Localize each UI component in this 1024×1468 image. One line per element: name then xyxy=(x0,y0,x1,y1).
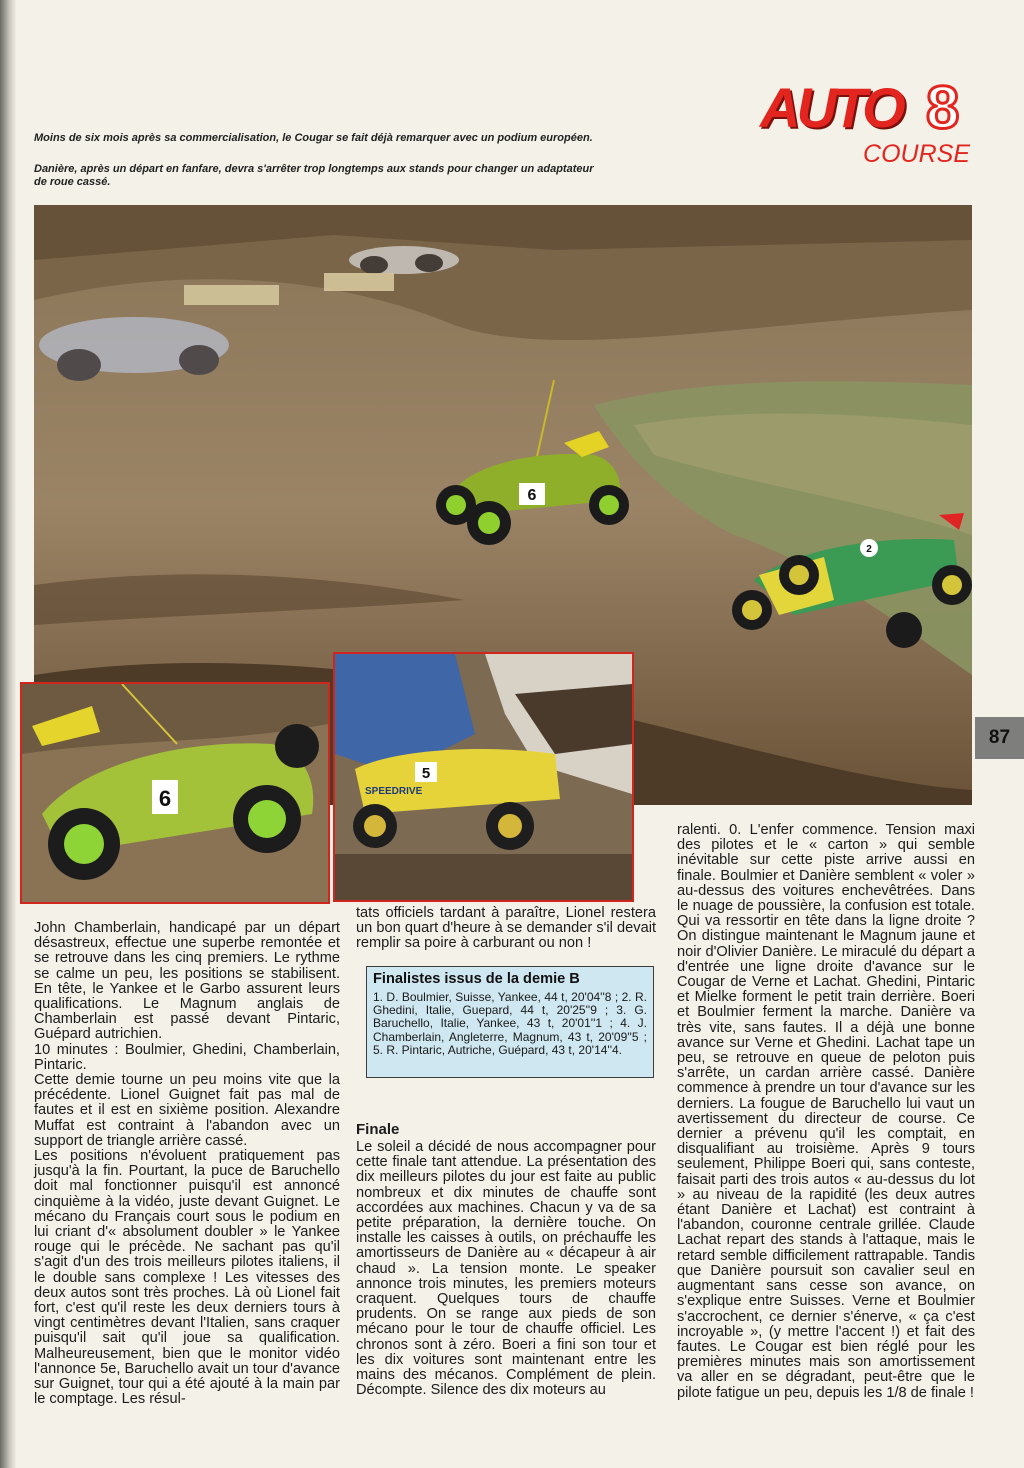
pit-stop-scene xyxy=(335,654,632,900)
article-column-3 xyxy=(677,823,975,1401)
inset-photo-car-6 xyxy=(20,682,330,904)
logo-auto-wordmark: AUTO xyxy=(760,76,902,139)
blurred-car-left xyxy=(39,317,229,381)
logo-course-subtitle: COURSE xyxy=(863,140,970,168)
photo-caption-daniere: Danière, après un départ en fanfare, devra s'arrêter trop longtemps aux stands pour changer un adaptateur de roue cassé. xyxy=(34,163,594,188)
article-column-1 xyxy=(34,921,340,1408)
column-3-text: ralenti. 0. L'enfer commence. Tension maxi des pilotes et le « carton » qui semble inévitable sur cette piste arrive aussi en finale. Boulmier et Danière semblent « voler » au-dessus des voitures enchevêtrées. Dans le nuage de poussière, la confusion est totale. Qui va ressortir en tête dans la ligne droite ? On distingue maintenant le Magnum jaune et noir d'Olivier Danière. Le miraculé du départ a d'entrée une ligne droite d'avance sur le Cougar de Verne et Lachat. Ghedini, Pintaric et Mielke forment le petit train derrière. Boeri et Boulmier ferment la marche. Danière va très vite, sans fautes. Il a déjà une bonne avance sur Verne et Ghedini. Lachat tape un peu, se retrouve en queue de peloton puis s'arrête, un cardan arrière cassé. Danière commence à prendre un tour d'avance sur les derniers. La fougue de Baruchello lui vaut un avertissement du directeur de course. Ce dernier a prévenu qu'il les comptait, en disqualifiant au troisième. Après 9 tours seulement, Philippe Boeri qui, sans conteste, faisait parti des trois autos « au-dessus du lot » au niveau de la rapidité (les deux autres étant Danière et Lachat) est contraint à l'abandon, couronne centrale grillée. Claude Lachat repart des stands à l'attaque, mais le retard semble difficilement rattrapable. Tandis que Danière poursuit son cavalier seul en augmentant sans cesse son avance, on s'explique entre Suisses. Verne et Boulmier s'accrochent, ce dernier s'énerve, « ça c'est incroyable », (y mettre l'accent !) et fait des fautes. Le Cougar est bien réglé pour les premières minutes mais son amortissement va aller en se dégradant, peut-être que le pilote fatigue un peu, depuis les 1/8 de finale ! xyxy=(677,822,975,1401)
car-closeup-scene xyxy=(22,684,328,902)
inset-photo-pit-stop xyxy=(333,652,634,902)
pit-car-number-label: 5 xyxy=(421,765,431,782)
magazine-logo xyxy=(760,74,970,168)
inset-car-number-label: 6 xyxy=(158,786,172,811)
photo-caption-cougar: Moins de six mois après sa commercialisation, le Cougar se fait déjà remarquer avec un podium européen. xyxy=(34,132,593,144)
blurred-car-top xyxy=(349,246,459,274)
article-column-2-bottom xyxy=(356,1140,656,1398)
finale-section-heading: Finale xyxy=(356,1121,400,1138)
finalists-results-box xyxy=(366,966,654,1078)
jumping-car-number-label: 2 xyxy=(866,544,872,555)
page-number-tab: 87 xyxy=(975,717,1024,759)
page-spine-shadow xyxy=(0,0,16,1468)
column-2-bottom-text: Le soleil a décidé de nous accompagner pour cette finale tant attendue. La présentation des dix meilleurs pilotes du jour est faite au public nombreux et dix minutes de chauffe sont accordées aux machines. Chacun y va de sa petite préparation, la dernière touche. On installe les caisses à outils, on préchauffe les amortisseurs de Danière au « décapeur à air chaud ». La tension monte. Le speaker annonce trois minutes, les premiers moteurs craquent. Quelques tours de chauffe prudents. On se range aux pieds de son mécano pour le tour de chauffe officiel. Les chronos sont à zéro. Boeri a fini son tour et les dix voitures sont maintenant entre les mains des mécanos. Complément de plein. Décompte. Silence des dix moteurs au xyxy=(356,1139,656,1399)
main-car-number-label: 6 xyxy=(527,487,537,504)
column-2-top-text: tats officiels tardant à paraître, Lionel restera un bon quart d'heure à se demander s'il devait remplir sa poire à carburant ou non ! xyxy=(356,905,656,952)
logo-eight-digit: 8 xyxy=(926,74,960,141)
article-column-2-top xyxy=(356,906,656,952)
pit-car-sticker: SPEEDRIVE xyxy=(365,786,423,797)
results-box-title: Finalistes issus de la demie B xyxy=(373,971,580,987)
results-box-body: 1. D. Boulmier, Suisse, Yankee, 44 t, 20'04''8 ; 2. R. Ghedini, Italie, Guepard, 44 t, 20'25''9 ; 3. G. Baruchello, Italie, Yankee, 43 t, 20'01''1 ; 4. J. Chamberlain, Angleterre, Magnum, 43 t, 20'09''5 ; 5. R. Pintaric, Autriche, Guépard, 43 t, 20'14''4. xyxy=(373,990,647,1057)
column-1-text: John Chamberlain, handicapé par un départ désastreux, effectue une superbe remontée et se retrouve dans les cinq premiers. Le rythme se calme un peu, les positions se stabilisent. En tête, le Yankee et le Garbo assurent leurs qualifications. Le Magnum anglais de Chamberlain est passé devant Pintaric, Guépard autrichien. 10 minutes : Boulmier, Ghedini, Chamberlain, Pintaric. Cette demie tourne un peu moins vite que la précédente. Lionel Guignet fait pas mal de fautes et il est en sixième position. Alexandre Muffat est contraint à l'abandon avec un support de triangle arrière cassé. Les positions n'évoluent pratiquement pas jusqu'à la fin. Pourtant, la puce de Baruchello doit mal fonctionner puisqu'il est annoncé cinquième à la vidéo, juste devant Guignet. Le mécano du Français court sous le podium en lui criant d'« absolument doubler » le Yankee rouge qui le précède. Ne sachant pas qu'il s'agit d'un des trois meilleurs pilotes italiens, il le double sans complexe ! Les vitesses des deux autos sont très proches. Là où Lionel fait fort, c'est qu'il reste les deux derniers tours à vingt centimètres devant l'Italien, sans craquer puisqu'il sait qu'il joue sa qualification. Malheureusement, bien que le monitor vidéo l'annonce 5e, Baruchello avait un tour d'avance sur Guignet, tour qui a été ajouté à la main par le comptage. Les résul- xyxy=(34,920,340,1408)
